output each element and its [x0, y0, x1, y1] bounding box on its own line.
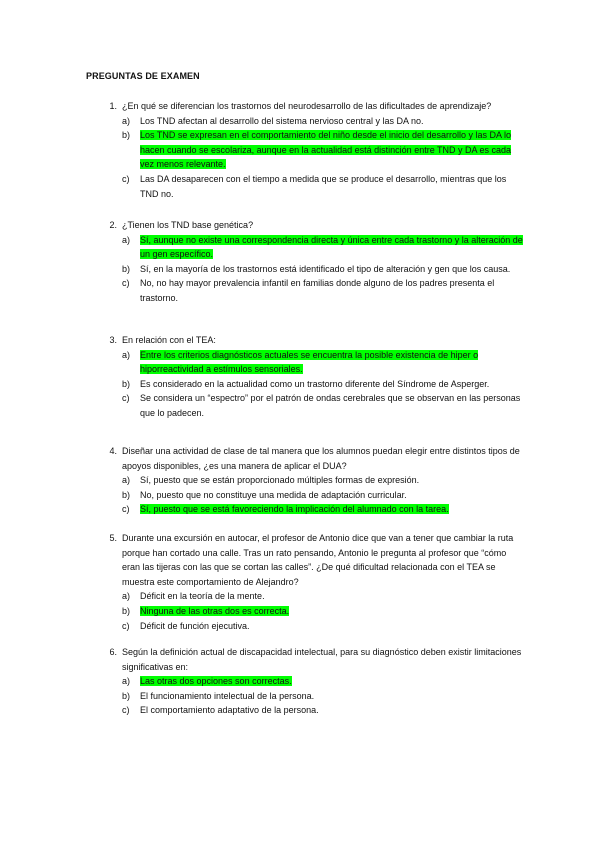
question-text: ¿Tienen los TND base genética? — [122, 220, 254, 230]
option-c — [122, 703, 526, 718]
option-c — [122, 276, 526, 305]
question-1 — [86, 99, 526, 201]
correct-answer-highlight: Ninguna de las otras dos es correcta. — [140, 605, 290, 616]
option-a — [122, 348, 526, 377]
option-label: b) — [122, 378, 131, 389]
option-c — [122, 619, 526, 634]
option-text: Se considera un “espectro” por el patrón de ondas cerebrales que se observan en las personas que lo padecen. — [140, 393, 521, 418]
option-text: Déficit en la teoría de la mente. — [140, 591, 265, 602]
option-c — [122, 391, 526, 420]
option-label: a) — [122, 475, 131, 486]
question-text: Según la definición actual de discapacidad intelectual, para su diagnóstico deben existir limitaciones significativas en: — [122, 647, 522, 672]
option-label: c) — [122, 278, 130, 289]
option-text: Es considerado en la actualidad como un trastorno diferente del Síndrome de Asperger. — [140, 378, 490, 389]
option-label: b) — [122, 605, 131, 616]
option-label: a) — [122, 115, 131, 126]
option-b — [122, 377, 526, 392]
option-label: c) — [122, 620, 130, 631]
question-stem — [86, 531, 526, 589]
question-5 — [86, 531, 526, 633]
option-label: b) — [122, 690, 131, 701]
option-a — [122, 233, 526, 262]
question-text: En relación con el TEA: — [122, 335, 216, 345]
option-label: c) — [122, 173, 130, 184]
question-text: Diseñar una actividad de clase de tal manera que los alumnos puedan elegir entre distintos tipos de apoyos disponibles, ¿es una manera de aplicar el DUA? — [122, 446, 520, 471]
option-text: No, puesto que no constituye una medida de adaptación curricular. — [140, 489, 407, 500]
question-stem — [86, 218, 526, 233]
option-a — [122, 114, 526, 129]
option-b — [122, 604, 526, 619]
option-label: b) — [122, 489, 131, 500]
option-label: b) — [122, 263, 131, 274]
option-b — [122, 689, 526, 704]
option-text: Los TND afectan al desarrollo del sistema nervioso central y las DA no. — [140, 115, 424, 126]
option-b — [122, 488, 526, 503]
option-a — [122, 589, 526, 604]
question-number: 5. — [109, 533, 117, 543]
option-c — [122, 502, 526, 517]
question-3 — [86, 333, 526, 421]
question-number: 3. — [109, 335, 117, 345]
option-text: Sí, puesto que se están proporcionado múltiples formas de expresión. — [140, 475, 420, 486]
question-number: 4. — [109, 446, 117, 456]
option-label: a) — [122, 676, 131, 687]
question-text: ¿En qué se diferencian los trastornos del neurodesarrollo de las dificultades de aprendizaje? — [122, 101, 492, 111]
option-c — [122, 172, 526, 201]
question-number: 2. — [109, 220, 117, 230]
page-title: PREGUNTAS DE EXAMEN — [86, 71, 200, 81]
option-label: a) — [122, 234, 131, 245]
correct-answer-highlight: Las otras dos opciones son correctas. — [140, 676, 292, 687]
option-text: No, no hay mayor prevalencia infantil en familias donde alguno de los padres presenta el trastorno. — [140, 278, 495, 303]
question-2 — [86, 218, 526, 306]
option-text: Déficit de función ejecutiva. — [140, 620, 250, 631]
option-text: Sí, en la mayoría de los trastornos está identificado el tipo de alteración y gen que los causa. — [140, 263, 511, 274]
correct-answer-highlight: Sí, puesto que se está favoreciendo la implicación del alumnado con la tarea. — [140, 504, 449, 515]
option-label: c) — [122, 393, 130, 404]
question-4 — [86, 444, 526, 517]
question-number: 6. — [109, 647, 117, 657]
option-text: El comportamiento adaptativo de la persona. — [140, 705, 319, 716]
option-text: Las DA desaparecen con el tiempo a medida que se produce el desarrollo, mientras que los TND no. — [140, 173, 507, 199]
question-stem — [86, 645, 526, 674]
question-text: Durante una excursión en autocar, el profesor de Antonio dice que van a tener que cambiar la ruta porque han cortado una calle. Tras un rato pensando, Antonio le pregunta al profesor que “cómo eran las tijeras con las que se cortan las calles”. ¿De qué dificultad relacionada con el TEA se muestra este comportamiento de Alejandro? — [122, 533, 514, 587]
correct-answer-highlight: Sí, aunque no existe una correspondencia directa y única entre cada trastorno y la alteración de un gen específico. — [140, 234, 523, 260]
option-a — [122, 674, 526, 689]
correct-answer-highlight: Entre los criterios diagnósticos actuales se encuentra la posible existencia de hiper o hiporreactividad a estímulos sensoriales. — [140, 349, 479, 375]
question-stem — [86, 99, 526, 114]
option-label: a) — [122, 349, 131, 360]
question-number: 1. — [109, 101, 117, 111]
question-stem — [86, 333, 526, 348]
option-b — [122, 128, 526, 172]
question-6 — [86, 645, 526, 718]
question-stem — [86, 444, 526, 473]
option-text: El funcionamiento intelectual de la persona. — [140, 690, 315, 701]
option-label: c) — [122, 504, 130, 515]
option-a — [122, 473, 526, 488]
option-b — [122, 262, 526, 277]
option-label: b) — [122, 130, 131, 141]
correct-answer-highlight: Los TND se expresan en el comportamiento del niño desde el inicio del desarrollo y las DA lo hacen cuando se escolariza, aunque en la actualidad está distinción entre TND y DA es cada vez menos relevante. — [140, 130, 512, 170]
option-label: a) — [122, 591, 131, 602]
option-label: c) — [122, 705, 130, 716]
